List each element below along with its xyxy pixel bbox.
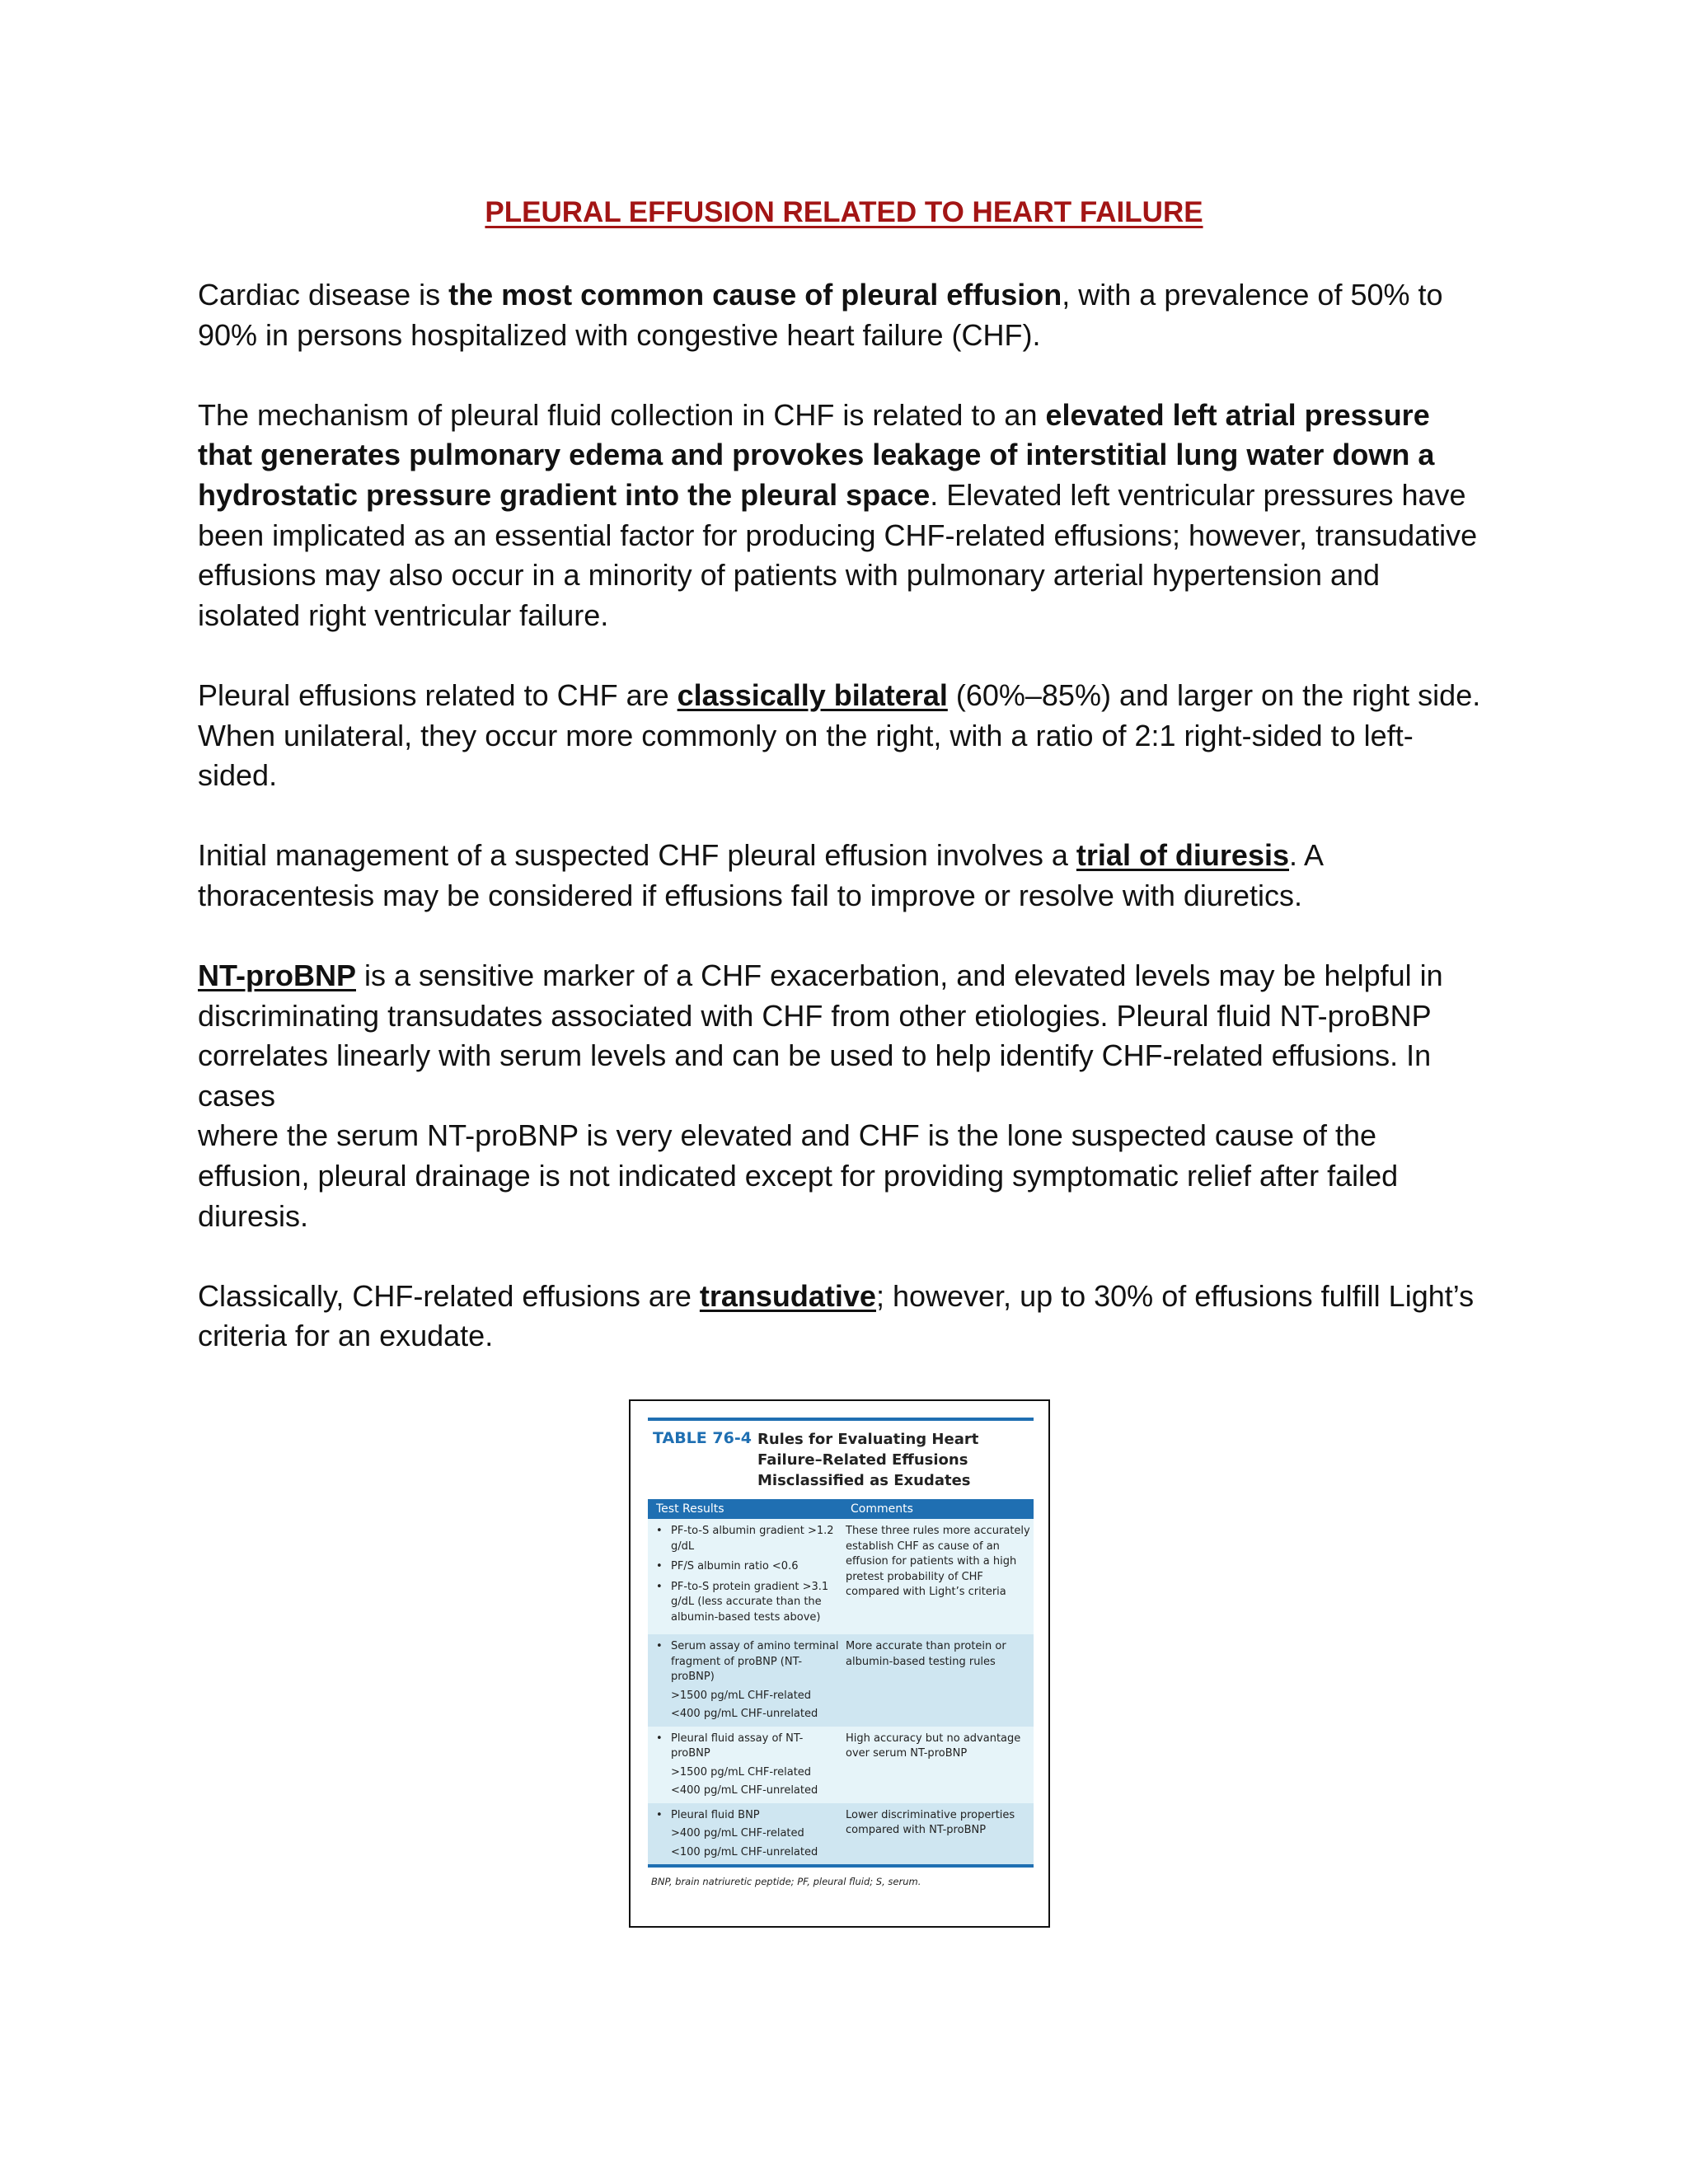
list-item: • PF/S albumin ratio <0.6	[656, 1559, 839, 1575]
threshold-unrelated: <400 pg/mL CHF-unrelated	[671, 1708, 818, 1720]
table-cell	[648, 1727, 842, 1803]
text-run: (60%–85%) and larger on the right side. When unilateral, they occur more commonly on the right, with a ratio of 2:1 right-sided to left-sided.	[198, 677, 1481, 793]
text-run: , with a prevalence of 50% to 90% in persons hospitalized with congestive heart failure (CHF).	[198, 278, 1443, 352]
list-item: • Pleural fluid assay of NT-proBNP	[656, 1732, 839, 1762]
paragraph-2	[198, 396, 1484, 636]
list-item-text: PF-to-S protein gradient >3.1 g/dL (less accurate than the albumin-based tests above)	[671, 1580, 829, 1624]
text-run: Pleural effusions related to CHF are	[198, 677, 678, 712]
text-run: is a sensitive marker of a CHF exacerbation, and elevated levels may be helpful in discriminating transudates associated with CHF from other etiologies. Pleural fluid NT-proBNP correlates linearly with serum levels and can be used to help identify CHF-related effusions. In cases	[198, 958, 1443, 1113]
list-item: • Serum assay of amino terminal fragment of proBNP (NT-proBNP)	[656, 1639, 839, 1685]
threshold-unrelated: <400 pg/mL CHF-unrelated	[671, 1784, 818, 1797]
text-run: ; however, up to 30% of effusions fulfill Light’s criteria for an exudate.	[198, 1278, 1475, 1353]
table-row	[648, 1634, 1034, 1727]
table-cell: These three rules more accurately establish CHF as cause of an effusion for patients with a high pretest probability of CHF compared with Light’s criteria	[846, 1525, 1030, 1598]
table-row	[648, 1803, 1034, 1865]
table-cell: High accuracy but no advantage over serum NT-proBNP	[846, 1732, 1021, 1760]
bold-text: the most common cause of pleural effusion	[448, 278, 1062, 312]
text-run: Initial management of a suspected CHF pleural effusion involves a	[198, 838, 1076, 873]
table-caption: Rules for Evaluating Heart Failure–Related Effusions Misclassified as Exudates	[757, 1431, 979, 1489]
list-item: • PF-to-S protein gradient >3.1 g/dL (less accurate than the albumin-based tests above)	[656, 1580, 839, 1626]
paragraph-1	[198, 275, 1484, 355]
threshold-related: >1500 pg/mL CHF-related	[671, 1689, 812, 1702]
table-bottom-rule	[648, 1864, 1034, 1868]
bold-underlined-text: transudative	[699, 1278, 876, 1313]
table-cell: Lower discriminative properties compared with NT-proBNP	[846, 1808, 1015, 1836]
threshold-related: >400 pg/mL CHF-related	[671, 1827, 804, 1840]
table-header	[648, 1429, 1034, 1491]
document-body	[198, 275, 1484, 1397]
text-run: . Elevated left ventricular pressures have been implicated as an essential factor for producing CHF-related effusions; however, transudative effusions may also occur in a minority of patients with pulmonary arterial hypertension and isolated right ventricular failure.	[198, 477, 1478, 632]
paragraph-6	[198, 1277, 1484, 1357]
paragraph-4	[198, 836, 1484, 916]
list-item-text: Pleural fluid BNP	[671, 1808, 760, 1821]
list-item-text: Pleural fluid assay of NT-proBNP	[671, 1732, 804, 1760]
list-item: • PF-to-S albumin gradient >1.2 g/dL	[656, 1524, 839, 1554]
bold-underlined-text: trial of diuresis	[1076, 838, 1289, 873]
bold-underlined-text: NT-proBNP	[198, 958, 356, 993]
paragraph-3	[198, 676, 1484, 796]
table-row	[648, 1519, 1034, 1634]
list-item-text: Serum assay of amino terminal fragment of proBNP (NT-proBNP)	[671, 1640, 839, 1683]
page-title: PLEURAL EFFUSION RELATED TO HEART FAILURE	[485, 196, 1203, 228]
column-header-test-results: Test Results	[656, 1502, 724, 1516]
list-item: • Pleural fluid BNP	[656, 1808, 839, 1824]
table-footnote: BNP, brain natriuretic peptide; PF, pleural fluid; S, serum.	[651, 1876, 921, 1887]
column-header-comments: Comments	[851, 1502, 913, 1516]
table-number: TABLE 76-4	[653, 1429, 752, 1447]
text-run: Classically, CHF-related effusions are	[198, 1278, 700, 1313]
bold-text: elevated left atrial pressure that generates pulmonary edema and provokes leakage of interstitial lung water down a hydrostatic pressure gradient into the pleural space	[198, 397, 1435, 512]
threshold-related: >1500 pg/mL CHF-related	[671, 1765, 812, 1779]
list-item-text: PF/S albumin ratio <0.6	[671, 1560, 799, 1572]
table-image	[629, 1399, 1050, 1928]
table-top-rule	[648, 1418, 1034, 1421]
bold-underlined-text: classically bilateral	[677, 677, 948, 712]
table-column-headers	[648, 1499, 1034, 1519]
text-run: where the serum NT-proBNP is very elevated and CHF is the lone suspected cause of the effusion, pleural drainage is not indicated except for providing symptomatic relief after failed diuresis.	[198, 1118, 1399, 1233]
paragraph-5	[198, 956, 1484, 1236]
list-item-text: PF-to-S albumin gradient >1.2 g/dL	[671, 1525, 834, 1553]
table-row	[648, 1727, 1034, 1803]
threshold-unrelated: <100 pg/mL CHF-unrelated	[671, 1845, 818, 1858]
text-run: . A thoracentesis may be considered if effusions fail to improve or resolve with diuretics.	[198, 838, 1323, 912]
text-run: The mechanism of pleural fluid collection in CHF is related to an	[198, 397, 1046, 432]
table-cell	[648, 1519, 842, 1634]
text-run: Cardiac disease is	[198, 278, 449, 312]
table-cell	[648, 1634, 842, 1727]
table-cell: More accurate than protein or albumin-based testing rules	[846, 1640, 1006, 1668]
table-content	[648, 1418, 1034, 1887]
table-cell	[648, 1803, 842, 1865]
